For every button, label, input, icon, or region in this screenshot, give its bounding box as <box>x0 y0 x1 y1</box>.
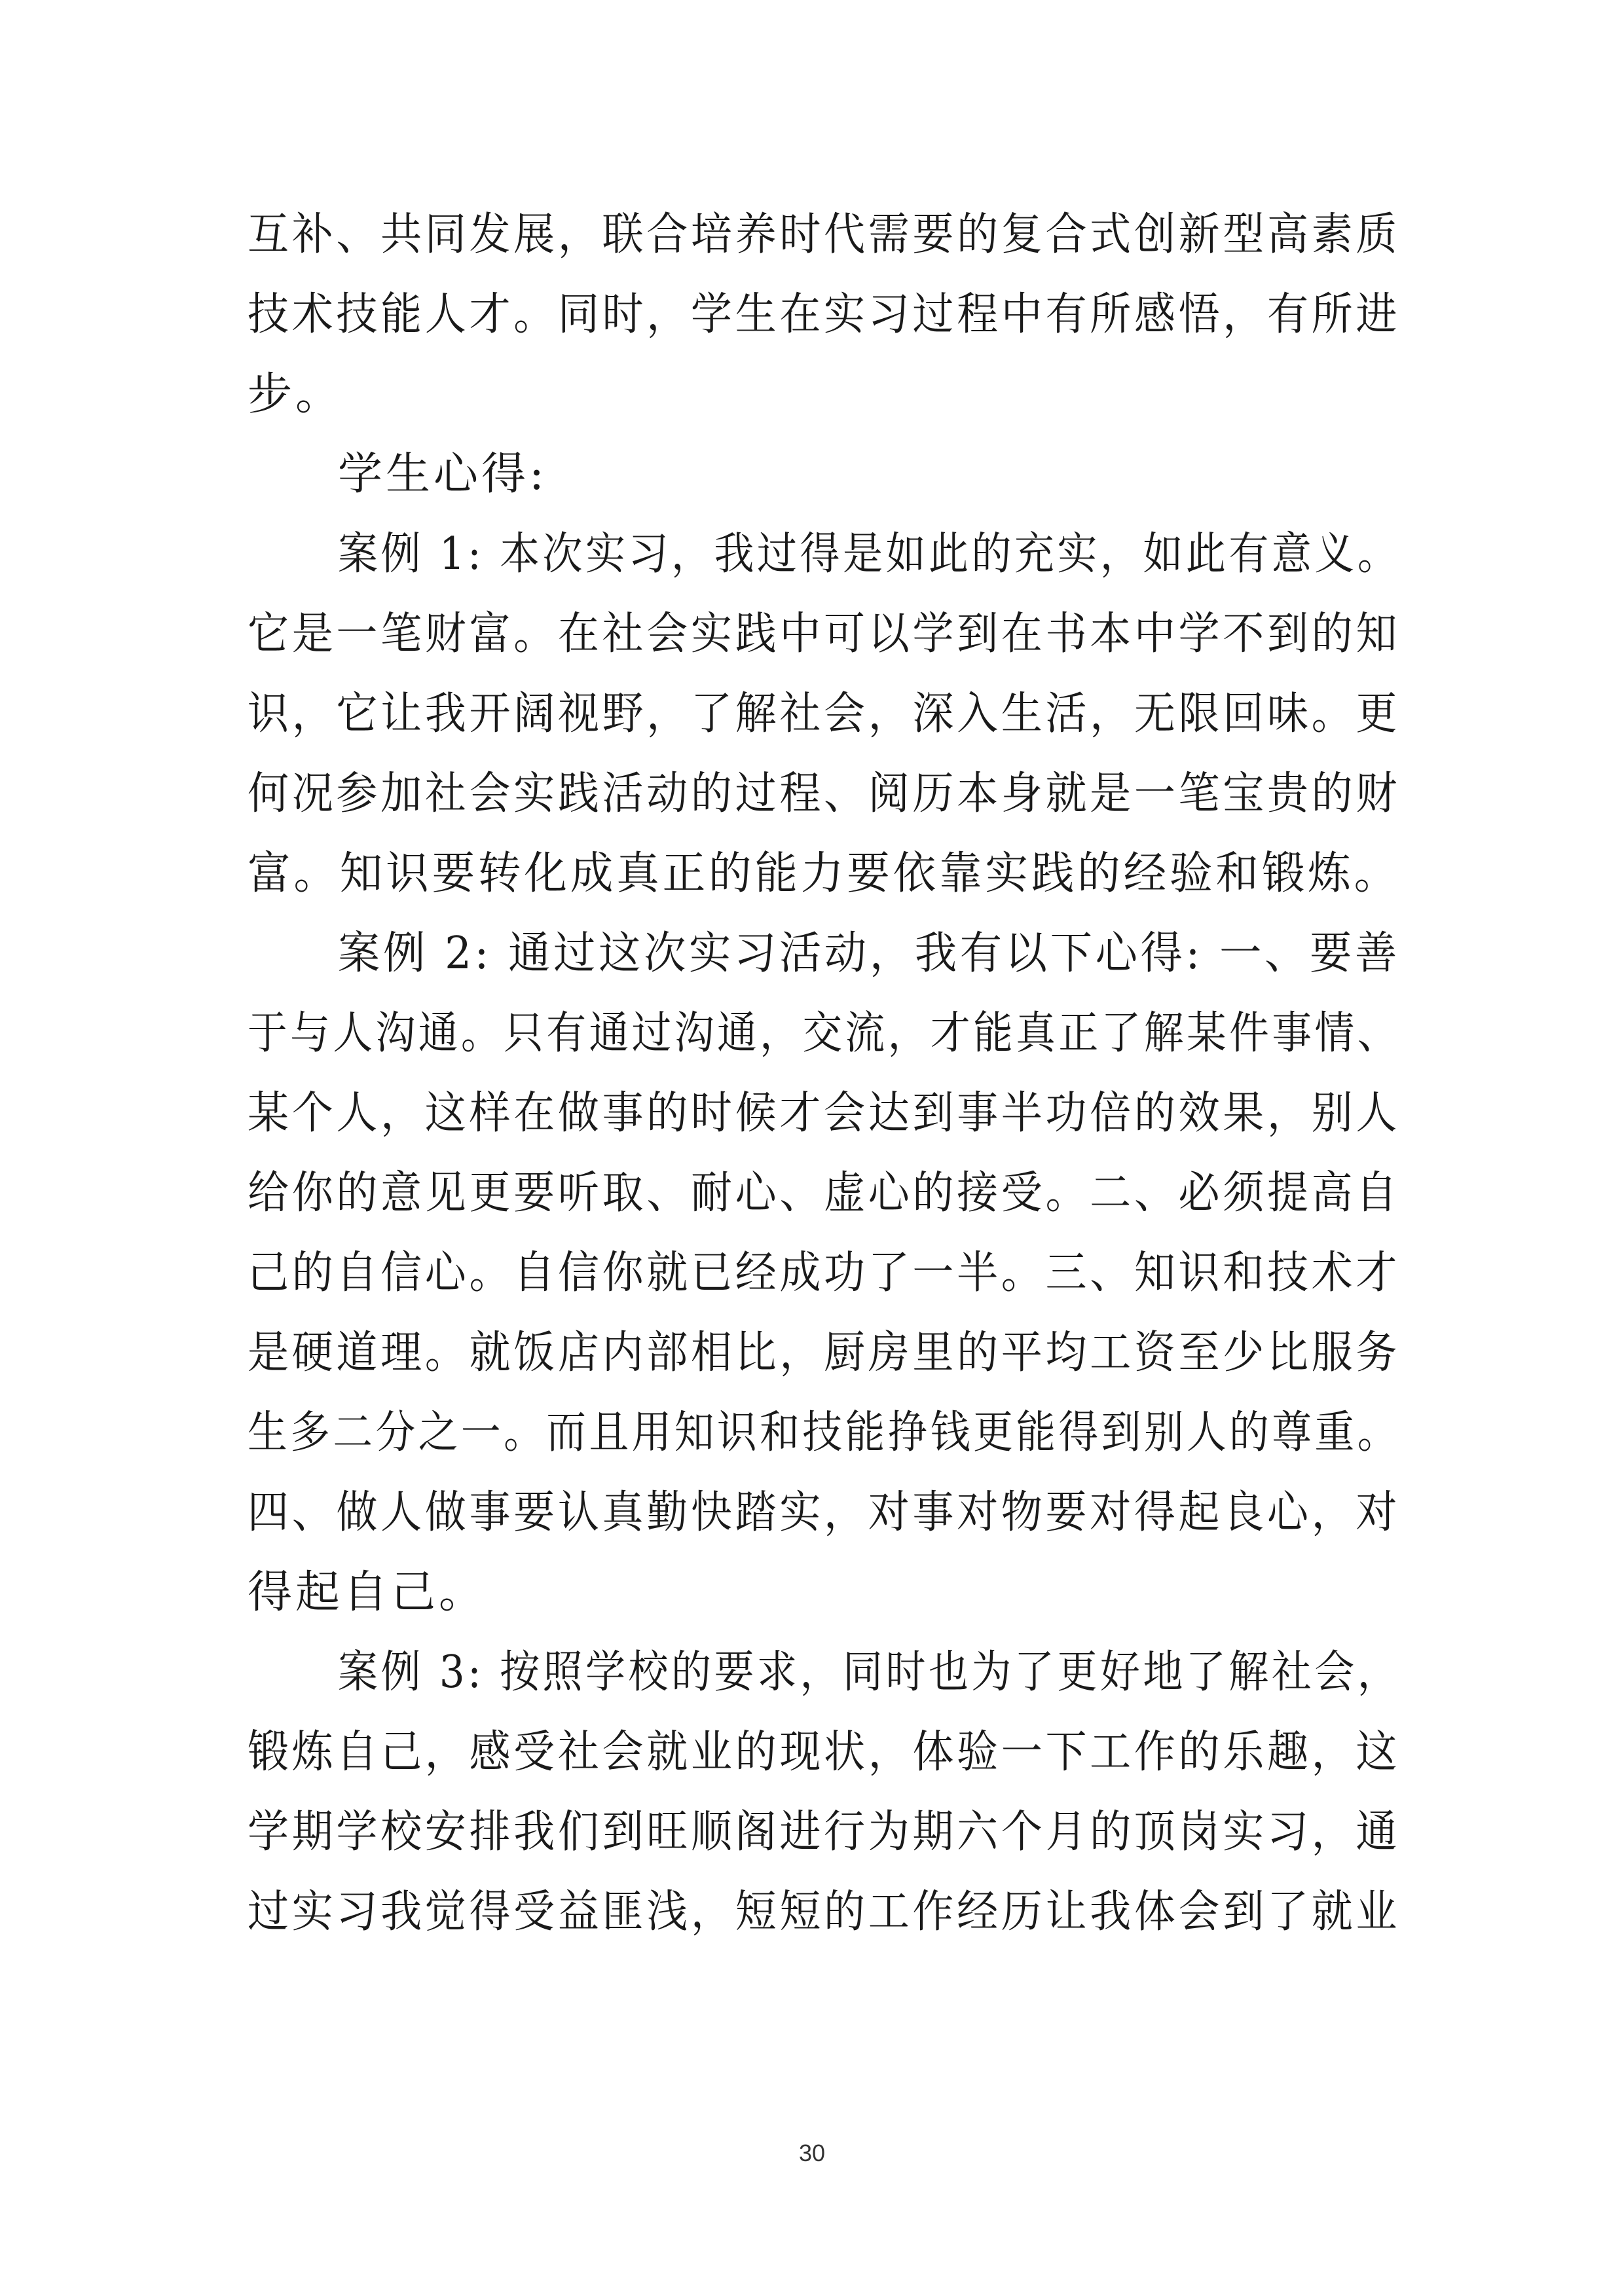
text-line: 学期学校安排我们到旺顺阁进行为期六个月的顶岗实习，通 <box>248 1806 1401 1858</box>
text-line: 富。知识要转化成真正的能力要依靠实践的经验和锻炼。 <box>248 848 1401 900</box>
text-line: 是硬道理。就饭店内部相比，厨房里的平均工资至少比服务 <box>248 1327 1401 1379</box>
text-line: 四、做人做事要认真勤快踏实，对事对物要对得起良心，对 <box>248 1487 1401 1539</box>
text-line: 它是一笔财富。在社会实践中可以学到在书本中学不到的知 <box>248 608 1401 660</box>
text-line: 案例 2: 通过这次实习活动，我有以下心得: 一、要善 <box>338 928 1400 979</box>
text-line: 己的自信心。自信你就已经成功了一半。三、知识和技术才 <box>248 1247 1401 1299</box>
text-line: 识，它让我开阔视野，了解社会，深入生活，无限回味。更 <box>248 688 1401 740</box>
text-line: 案例 1: 本次实习，我过得是如此的充实，如此有意义。 <box>338 528 1401 580</box>
text-line: 于与人沟通。只有通过沟通，交流，才能真正了解某件事情、 <box>248 1008 1400 1059</box>
page-number: 30 <box>798 2140 826 2166</box>
text-line: 何况参加社会实践活动的过程、阅历本身就是一笔宝贵的财 <box>248 768 1401 820</box>
body-text <box>248 195 1400 1952</box>
text-line: 案例 3: 按照学校的要求，同时也为了更好地了解社会， <box>338 1647 1401 1698</box>
text-line: 步。 <box>248 369 344 420</box>
text-line: 过实习我觉得受益匪浅，短短的工作经历让我体会到了就业 <box>248 1886 1401 1938</box>
text-line: 锻炼自己，感受社会就业的现状，体验一下工作的乐趣，这 <box>248 1726 1401 1778</box>
text-line: 得起自己。 <box>248 1567 487 1618</box>
text-line: 学生心得: <box>338 448 547 500</box>
text-line: 技术技能人才。同时，学生在实习过程中有所感悟，有所进 <box>248 289 1401 340</box>
text-line: 互补、共同发展，联合培养时代需要的复合式创新型高素质 <box>248 209 1401 261</box>
text-line: 给你的意见更要听取、耐心、虚心的接受。二、必须提高自 <box>248 1167 1401 1219</box>
text-line: 生多二分之一。而且用知识和技能挣钱更能得到别人的尊重。 <box>248 1407 1400 1459</box>
text-line: 某个人，这样在做事的时候才会达到事半功倍的效果，别人 <box>248 1087 1401 1139</box>
